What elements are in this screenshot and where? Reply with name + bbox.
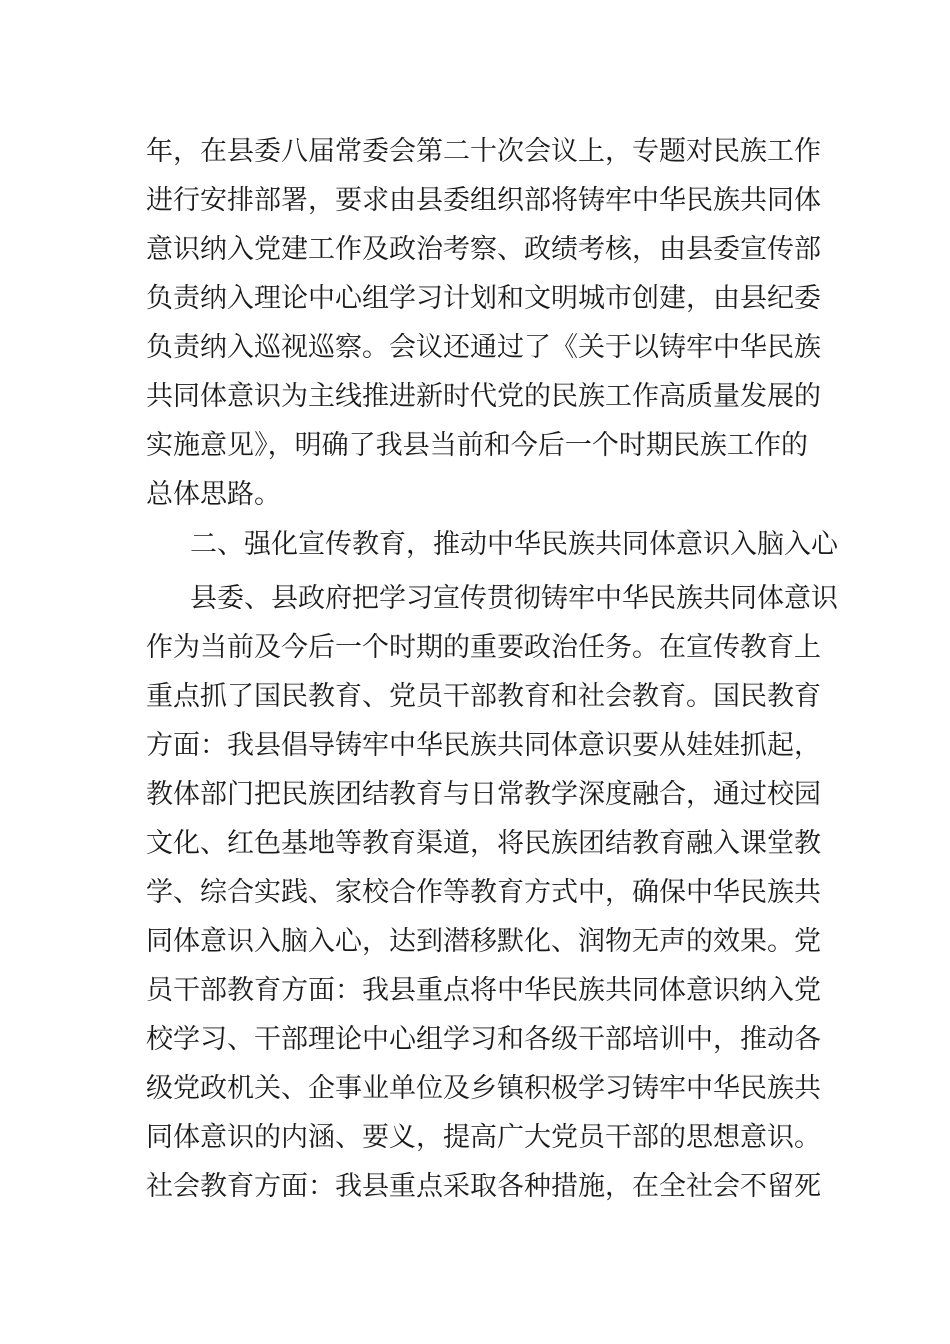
paragraph2-line-10: 校学习、干部理论中心组学习和各级干部培训中，推动各: [146, 1024, 821, 1055]
paragraph2-line-13: 社会教育方面：我县重点采取各种措施，在全社会不留死: [146, 1171, 821, 1202]
paragraph2-line-9: 员干部教育方面：我县重点将中华民族共同体意识纳入党: [146, 975, 821, 1006]
paragraph1-line-6: 共同体意识为主线推进新时代党的民族工作高质量发展的: [146, 381, 821, 412]
paragraph2-line-6: 文化、红色基地等教育渠道，将民族团结教育融入课堂教: [146, 828, 821, 859]
paragraph2-line-11: 级党政机关、企事业单位及乡镇积极学习铸牢中华民族共: [146, 1073, 821, 1104]
paragraph1-line-1: 年，在县委八届常委会第二十次会议上，专题对民族工作: [146, 136, 821, 167]
paragraph1-line-4: 负责纳入理论中心组学习计划和文明城市创建，由县纪委: [146, 283, 821, 314]
paragraph2-line-2: 作为当前及今后一个时期的重要政治任务。在宣传教育上: [146, 632, 821, 663]
paragraph2-line-12: 同体意识的内涵、要义，提高广大党员干部的思想意识。: [146, 1122, 821, 1153]
paragraph1-line-2: 进行安排部署，要求由县委组织部将铸牢中华民族共同体: [146, 185, 821, 216]
paragraph2-line-5: 教体部门把民族团结教育与日常教学深度融合，通过校园: [146, 779, 821, 810]
paragraph1-line-5: 负责纳入巡视巡察。会议还通过了《关于以铸牢中华民族: [146, 332, 821, 363]
paragraph2-line-4: 方面：我县倡导铸牢中华民族共同体意识要从娃娃抓起，: [146, 730, 821, 761]
section-heading: 二、强化宣传教育，推动中华民族共同体意识入脑入心: [190, 529, 838, 560]
paragraph2-line-8: 同体意识入脑入心，达到潜移默化、润物无声的效果。党: [146, 926, 821, 957]
paragraph2-line-1: 县委、县政府把学习宣传贯彻铸牢中华民族共同体意识: [190, 583, 838, 614]
paragraph1-line-8: 总体思路。: [146, 479, 281, 510]
paragraph2-line-7: 学、综合实践、家校合作等教育方式中，确保中华民族共: [146, 877, 821, 908]
paragraph1-line-7: 实施意见》，明确了我县当前和今后一个时期民族工作的: [146, 430, 808, 461]
paragraph2-line-3: 重点抓了国民教育、党员干部教育和社会教育。国民教育: [146, 681, 821, 712]
paragraph1-line-3: 意识纳入党建工作及政治考察、政绩考核，由县委宣传部: [146, 234, 821, 265]
